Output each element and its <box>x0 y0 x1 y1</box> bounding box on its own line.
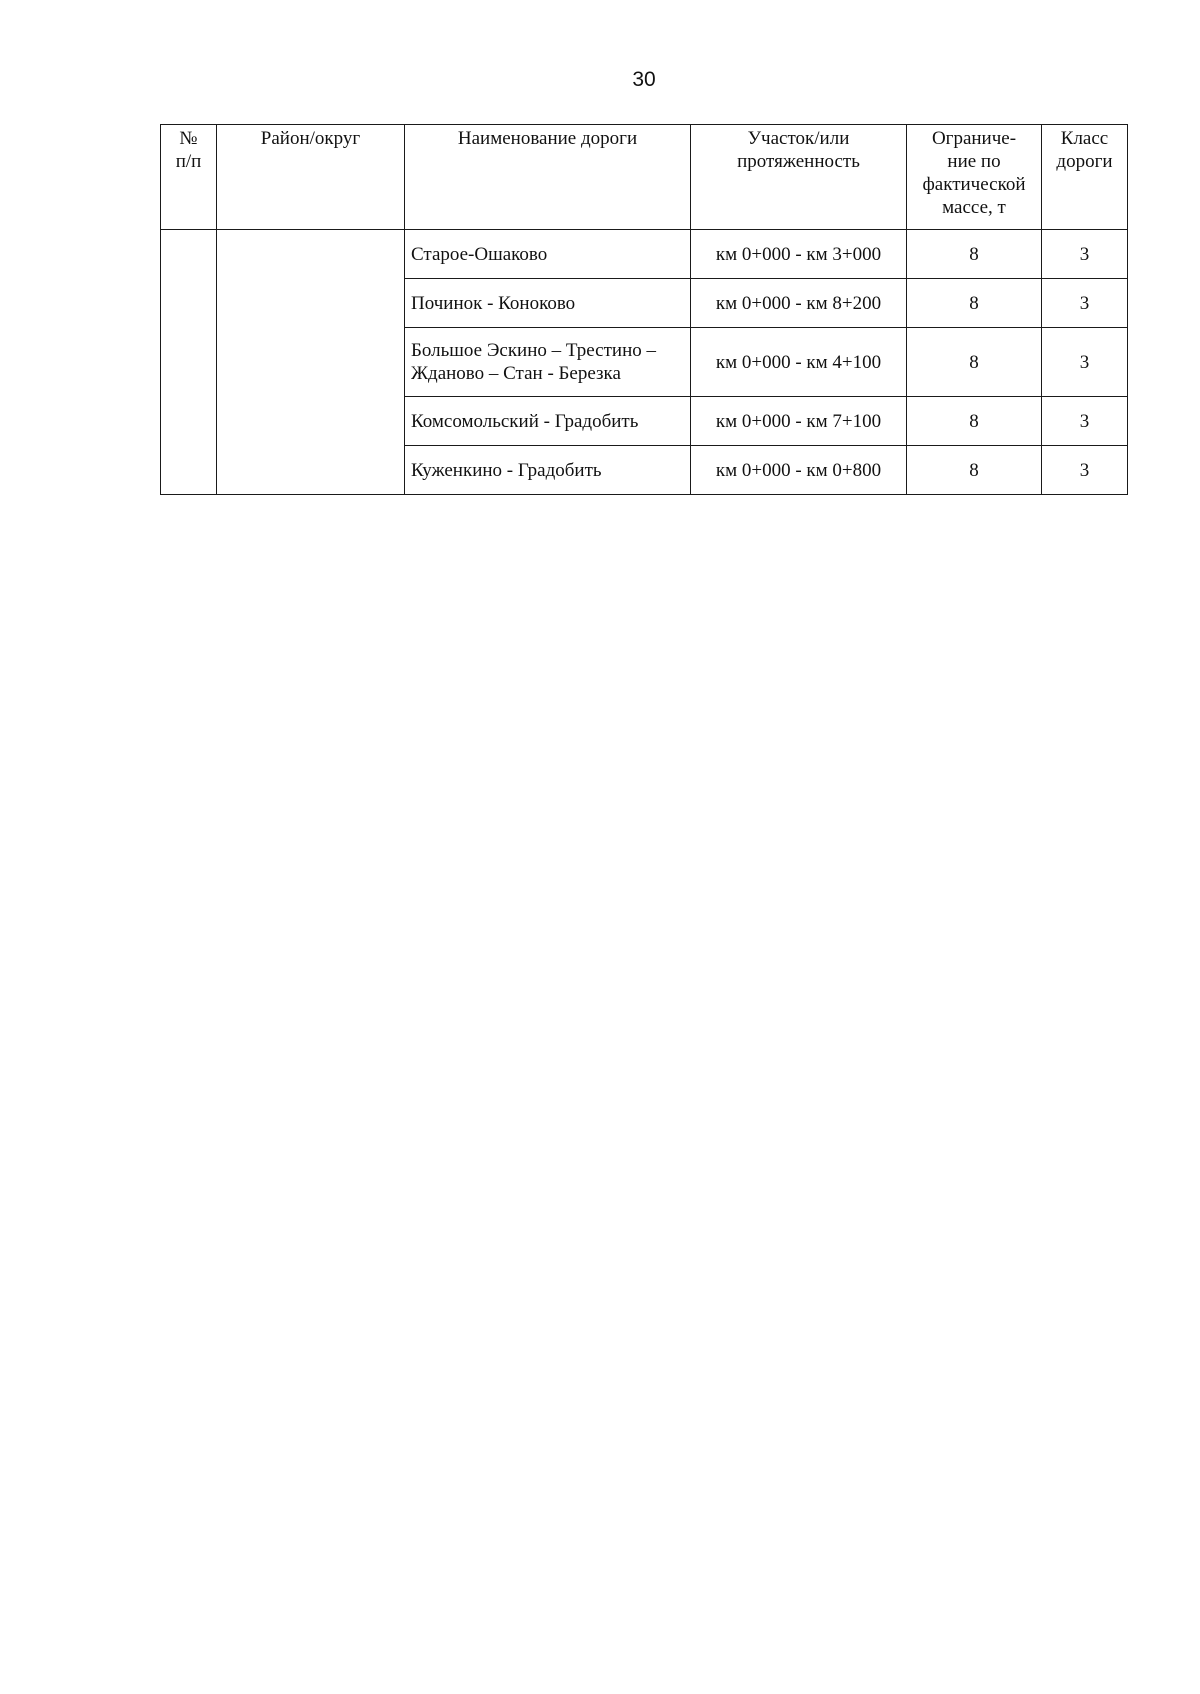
section-cell: км 0+000 - км 7+100 <box>691 397 907 446</box>
header-limit: Ограниче- ние по фактической массе, т <box>907 125 1042 230</box>
road-name-cell: Большое Эскино – Трестино – Жданово – Стан - Березка <box>405 328 691 397</box>
section-cell: км 0+000 - км 8+200 <box>691 279 907 328</box>
section-cell: км 0+000 - км 0+800 <box>691 446 907 495</box>
road-class-cell: 3 <box>1042 230 1128 279</box>
road-class-cell: 3 <box>1042 397 1128 446</box>
header-section: Участок/или протяженность <box>691 125 907 230</box>
road-class-cell: 3 <box>1042 446 1128 495</box>
header-road-name: Наименование дороги <box>405 125 691 230</box>
road-name-cell: Старое-Ошаково <box>405 230 691 279</box>
road-name-cell: Починок - Коноково <box>405 279 691 328</box>
road-name-cell: Куженкино - Градобить <box>405 446 691 495</box>
table-row <box>161 230 1128 279</box>
limit-cell: 8 <box>907 279 1042 328</box>
road-class-cell: 3 <box>1042 279 1128 328</box>
road-class-cell: 3 <box>1042 328 1128 397</box>
district-cell <box>217 230 405 495</box>
num-cell <box>161 230 217 495</box>
limit-cell: 8 <box>907 328 1042 397</box>
road-name-cell: Комсомольский - Градобить <box>405 397 691 446</box>
page-number: 30 <box>632 68 656 91</box>
section-cell: км 0+000 - км 4+100 <box>691 328 907 397</box>
limit-cell: 8 <box>907 397 1042 446</box>
header-road-class: Класс дороги <box>1042 125 1128 230</box>
header-district: Район/округ <box>217 125 405 230</box>
table-header-row <box>161 125 1128 230</box>
limit-cell: 8 <box>907 446 1042 495</box>
limit-cell: 8 <box>907 230 1042 279</box>
header-num: № п/п <box>161 125 217 230</box>
roads-table <box>160 124 1128 495</box>
section-cell: км 0+000 - км 3+000 <box>691 230 907 279</box>
